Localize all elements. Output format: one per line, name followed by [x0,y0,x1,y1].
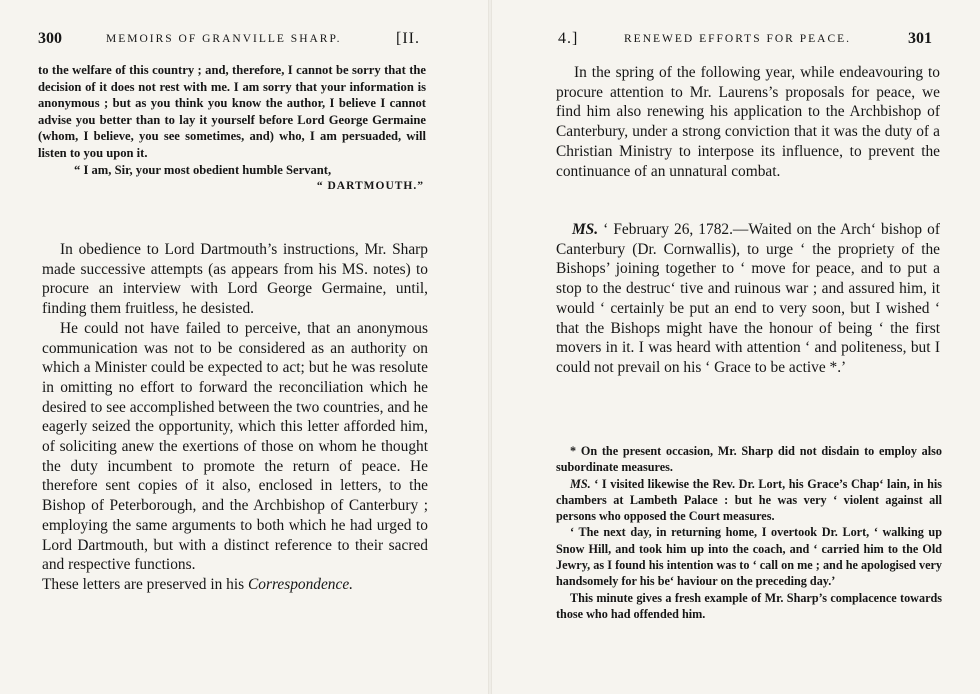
left-chapter-mark: [II. [396,30,420,47]
right-chapter-mark: 4.] [558,30,579,47]
left-paragraph-3 [42,575,428,595]
ms-quotation-text [556,220,940,378]
ms-quotation [556,220,940,378]
left-paragraph-1: In obedience to Lord Dartmouth’s instructions, Mr. Sharp made successive attempts (as appears from his MS. notes) to procure an interview with Lord George Germaine, until, finding them fruitless, he desisted. [42,241,428,318]
right-page-number: 301 [908,30,932,47]
letter-paragraph: to the welfare of this country ; and, therefore, I cannot be sorry that the decision of it does not rest with me. I am sorry that your information is anonymous ; but as you think you know the author, I believe I cannot advise you better than to lay it yourself before Lord George Germaine (whom, I believe, you see sometimes, and) who, I am persuaded, will listen to you upon it. [38,63,426,160]
footnote-ms-label: MS. [570,476,591,491]
right-body-text [556,63,940,181]
footnote-block [556,443,942,622]
letter-closing: “ I am, Sir, your most obedient humble Servant, [74,162,332,177]
footnote-3: ‘ The next day, in returning home, I overtook Dr. Lort, ‘ walking up Snow Hill, and took him up into the coach, and ‘ carried him to the Old Jewry, as I found his intention was to ‘ call on me ; and he apologised very handsomely for his be‘ haviour on the preceding day.’ [556,525,942,589]
left-page-number: 300 [38,30,62,47]
left-paragraph-3-text: These letters are preserved in his [42,575,245,593]
letter-signature: “ DARTMOUTH.” [316,180,424,193]
footnote-2-text: ‘ I visited likewise the Rev. Dr. Lort, his Grace’s Chap‘ lain, in his chambers at Lambeth Palace : but he was very ‘ violent against all persons who opposed the Court measures. [556,476,942,524]
left-page-header [38,30,438,50]
right-page-header [558,30,958,50]
right-running-head: RENEWED EFFORTS FOR PEACE. [624,33,852,45]
ms-label: MS. [572,221,599,238]
right-page [490,0,980,694]
footnote-4: This minute gives a fresh example of Mr. Sharp’s complacence towards those who had offended him. [556,590,942,621]
left-body-text [42,240,428,595]
left-running-head: MEMOIRS OF GRANVILLE SHARP. [106,33,342,45]
left-paragraph-3-italic: Correspondence. [248,575,354,593]
letter-block [38,62,426,195]
left-paragraph-2: He could not have failed to perceive, that an anonymous communication was not to be considered as an authority on which a Minister could be expected to act; but he was resolute in omitting no effort to forward the reconciliation which he desired to see accomplished between the two countries, and he eagerly seized the opportunity, which this letter afforded him, of soliciting anew the exertions of those on whom he thought the duty incumbent to promote the return of peace. He therefore sent copies of it also, enclosed in letters, to the Bishop of Peterborough, and the Archbishop of Canterbury ; employing the same arguments to both which he had urged to Lord Dartmouth, but with a distinct reference to their sacred and respective functions. [42,319,428,574]
right-paragraph-1: In the spring of the following year, while endeavouring to procure attention to Mr. Laurens’s proposals for peace, we find him also renewing his application to the Archbishop of Canterbury, under a strong conviction that it was the duty of a Christian Ministry to interpose its influence, to prevent the continuance of an unnatural combat. [556,64,940,180]
footnote-1: * On the present occasion, Mr. Sharp did not disdain to employ also subordinate measures. [556,444,942,475]
footnote-2 [556,476,942,525]
ms-quote-body: ‘ February 26, 1782.—Waited on the Arch‘ bishop of Canterbury (Dr. Cornwallis), to urge ‘ the propriety of the Bishops’ joining together to ‘ move for peace, and to put a stop to the destruc‘ tive and ruinous war ; and assured him, it would ‘ certainly be put an end to very soon, but I wished ‘ that the Bishops might have the honour of being ‘ the first movers in it. I was heard with attention ‘ and politeness, but I could not prevail on his ‘ Grace to be active *.’ [556,221,940,376]
